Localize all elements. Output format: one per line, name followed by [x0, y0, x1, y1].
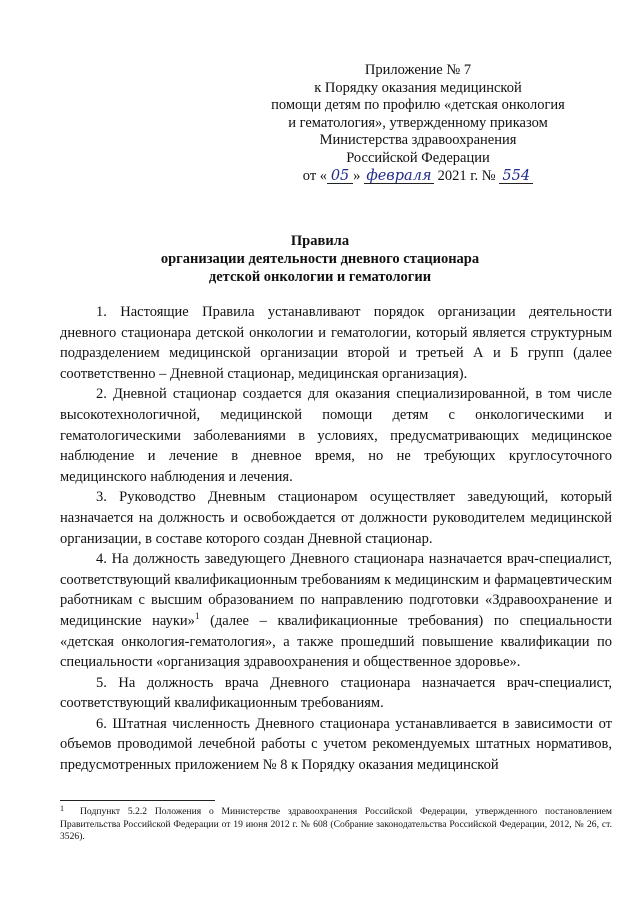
- title-line: организации деятельности дневного стационара: [160, 251, 480, 267]
- paragraph-6: 6. Штатная численность Дневного стационара устанавливается в зависимости от объемов проводимой лечебной работы с учетом рекомендуемых штатных нормативов, предусмотренных приложением № 8 к Порядку оказания медицинской: [60, 715, 612, 774]
- footnote-divider: [60, 800, 215, 801]
- paragraph-3: 3. Руководство Дневным стационаром осуществляет заведующий, который назначается на должность и освобождается от должности руководителем медицинской организации, в составе которого создан Дневной стационар.: [60, 489, 612, 547]
- paragraph-2: 2. Дневной стационар создается для оказания специализированной, в том числе высокотехнологичной, медицинской помощи детям с онкологическими и гематологическими заболеваниями в условиях, предусматривающих медицинское наблюдение и лечение в дневное время, но не требующих круглосуточного медицинского наблюдения и лечения.: [60, 386, 612, 485]
- paragraph-4-end: (далее – квалификационные требования) по специальности «детская онкология-гематология», а также прошедший повышение квалификации по специальности «организация здравоохранения и общественное здоровье».: [60, 612, 613, 671]
- title-line: Правила: [290, 233, 350, 249]
- appendix-line: Российской Федерации: [346, 149, 490, 166]
- order-year: 2021 г. №: [437, 167, 496, 184]
- paragraph-4-start: 4. На должность заведующего Дневного стационара назначается врач-специалист, соответствующий квалификационным требованиям к медицинским и фармацевтическим работникам с высшим образованием по направлению подготовки «Здравоохранение и медицинские науки»: [60, 551, 612, 629]
- appendix-line: помощи детям по профилю «детская онкология: [271, 97, 565, 114]
- title-line: детской онкологии и гематологии: [208, 269, 432, 285]
- footnote-mark: 1: [60, 804, 64, 813]
- appendix-line: к Порядку оказания медицинской: [314, 79, 522, 96]
- handwritten-order-number: 554: [499, 169, 533, 184]
- order-date-line: [258, 168, 578, 186]
- paragraph-5: 5. На должность врача Дневного стационара назначается врач-специалист, соответствующий квалификационным требованиям.: [60, 674, 612, 712]
- date-prefix: от «: [302, 167, 328, 184]
- footnote-reference: 1: [194, 611, 200, 622]
- paragraph-1: 1. Настоящие Правила устанавливают порядок организации деятельности дневного стационара детской онкологии и гематологии, который является структурным подразделением медицинской организации второй и третьей А и Б групп (далее соответственно – Дневной стационар, медицинская организация).: [60, 304, 612, 382]
- handwritten-month: февраля: [364, 169, 434, 184]
- footnote: [60, 806, 612, 844]
- appendix-line: Приложение № 7: [364, 62, 472, 78]
- document-title: [60, 232, 580, 286]
- handwritten-day: 05: [327, 169, 353, 184]
- appendix-line: и гематология», утвержденному приказом: [288, 114, 548, 131]
- footnote-text: Подпункт 5.2.2 Положения о Министерстве здравоохранения Российской Федерации, утвержденного постановлением Правительства Российской Федерации от 19 июня 2012 г. № 608 (Собрание законодательства Российской Федерации, 2012, № 26, ст. 3526).: [60, 806, 612, 843]
- document-body: [60, 302, 612, 776]
- date-quote-close: »: [353, 167, 361, 184]
- appendix-header: [258, 62, 578, 185]
- paragraph-4: [60, 549, 612, 673]
- appendix-line: Министерства здравоохранения: [319, 132, 517, 149]
